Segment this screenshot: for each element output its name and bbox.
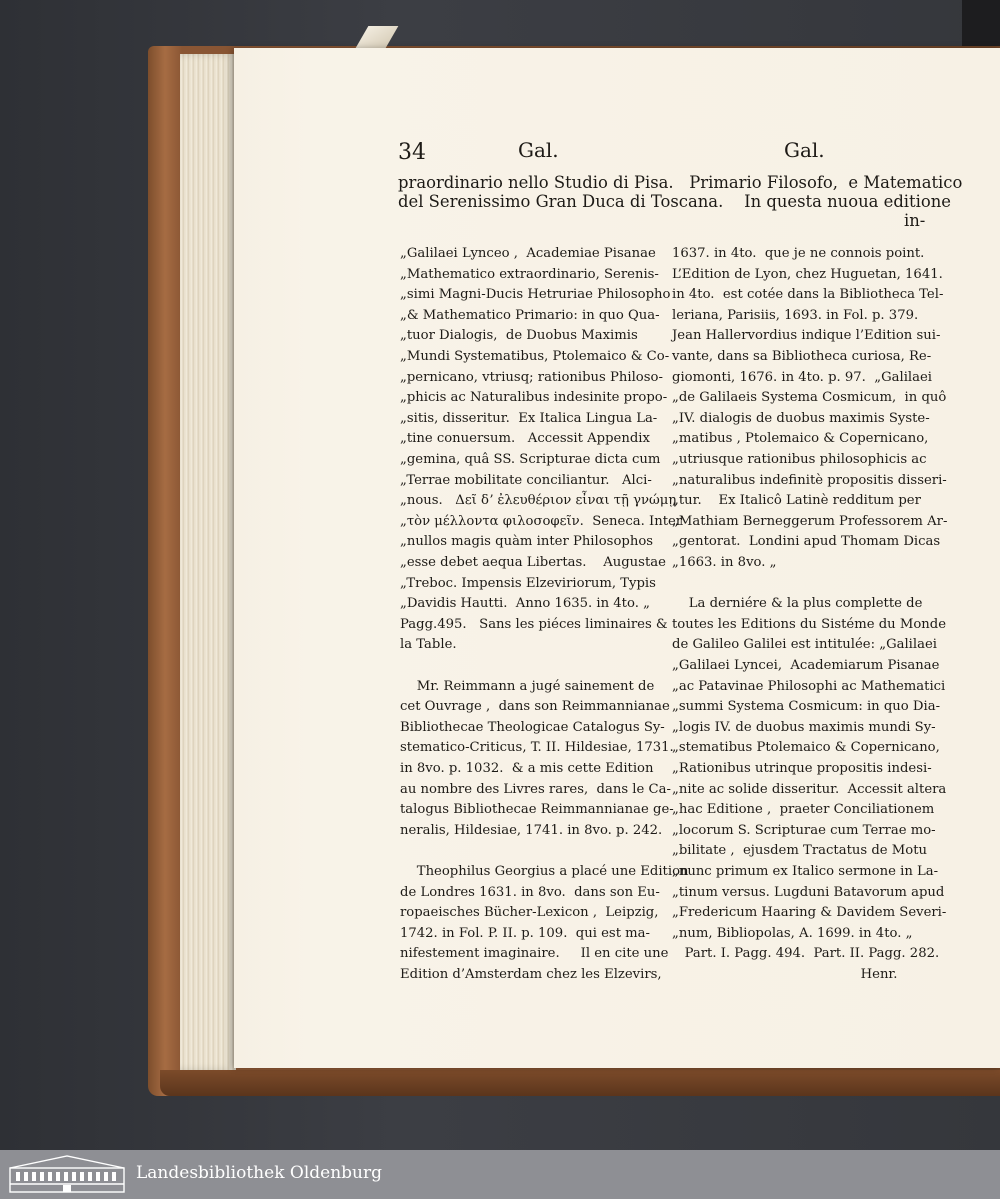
- right-column-line: „1663. in 8vo. „: [672, 555, 777, 570]
- right-column-line: L’Edition de Lyon, chez Huguetan, 1641.: [672, 266, 943, 282]
- left-column-line: „Mundi Systematibus, Ptolemaico & Co-: [400, 349, 670, 364]
- right-column-line: „logis IV. de duobus maximis mundi Sy-: [672, 719, 936, 735]
- left-column-line: „Mathematico extraordinario, Serenis-: [400, 266, 659, 282]
- right-column-line: „Fredericum Haaring & Davidem Severi-: [672, 905, 947, 921]
- right-column-line: „matibus , Ptolemaico & Copernicano,: [672, 431, 929, 447]
- left-column-line: „tuor Dialogis, de Duobus Maximis: [400, 328, 638, 344]
- right-column-line: „nunc primum ex Italico sermone in La-: [672, 864, 939, 879]
- left-column-line: „Galilaei Lynceo , Academiae Pisanae: [400, 246, 656, 261]
- right-column-line: „Mathiam Berneggerum Professorem Ar-: [672, 513, 948, 529]
- left-column-line: „simi Magni-Ducis Hetruriae Philosopho: [400, 287, 671, 303]
- page-number: 34: [398, 140, 426, 165]
- left-column-line: au nombre des Livres rares, dans le Ca-: [400, 781, 671, 797]
- right-column-line: „tur. Ex Italicô Latinè redditum per: [672, 493, 921, 509]
- left-column-line: „nullos magis quàm inter Philosophos: [400, 534, 654, 550]
- left-column-line: neralis, Hildesiae, 1741. in 8vo. p. 242.: [400, 822, 663, 838]
- lead-line-3: in-: [904, 211, 926, 230]
- page-edges: [180, 54, 236, 1070]
- left-column-line: in 8vo. p. 1032. & a mis cette Edition: [400, 761, 654, 776]
- left-column-line: „pernicano, vtriusq; rationibus Philoso-: [400, 369, 663, 385]
- left-column-line: nifestement imaginaire. Il en cite une: [400, 946, 669, 962]
- right-column-line: „locorum S. Scripturae cum Terrae mo-: [672, 822, 936, 838]
- library-building-icon: [8, 1154, 126, 1194]
- lead-line-2: del Serenissimo Gran Duca di Toscana. In questa nuoua editione: [398, 192, 952, 211]
- right-column-line: leriana, Parisiis, 1693. in Fol. p. 379.: [672, 307, 919, 323]
- left-running-head: Gal.: [518, 138, 559, 162]
- left-column-line: „Terrae mobilitate conciliantur. Alci-: [400, 472, 652, 488]
- right-column-line: La derniére & la plus complette de: [672, 596, 923, 612]
- library-name: Landesbibliothek Oldenburg: [136, 1163, 383, 1183]
- left-column-line: Mr. Reimmann a jugé sainement de: [400, 678, 655, 694]
- book-cover-bottom: [160, 1070, 1000, 1096]
- right-column-line: „de Galilaeis Systema Cosmicum, in quô: [672, 390, 947, 406]
- left-column-line: „nous. Δεῖ δʼ ἐλευθέριον εἶναι τῇ γνώμῃ: [400, 493, 677, 509]
- left-column-line: cet Ouvrage , dans son Reimmannianae: [400, 699, 670, 715]
- left-column-line: „sitis, disseritur. Ex Italica Lingua La-: [400, 410, 658, 426]
- right-column-line: „IV. dialogis de duobus maximis Syste-: [672, 410, 930, 426]
- right-column-line: „num, Bibliopolas, A. 1699. in 4to. „: [672, 925, 913, 941]
- right-column-line: de Galileo Galilei est intitulée: „Galilaei: [672, 637, 937, 653]
- lead-line-1: praordinario nello Studio di Pisa. Primario Filosofo, e Matematico: [398, 173, 963, 192]
- left-column-line: „gemina, quâ SS. Scripturae dicta cum: [400, 452, 661, 467]
- left-column-line: de Londres 1631. in 8vo. dans son Eu-: [400, 884, 660, 900]
- left-column-line: talogus Bibliothecae Reimmannianae ge-: [400, 802, 674, 818]
- left-column-line: „Treboc. Impensis Elzeviriorum, Typis: [400, 575, 656, 591]
- right-column-line: 1637. in 4to. que je ne connois point.: [672, 246, 925, 261]
- right-column-line: Henr.: [672, 967, 898, 982]
- left-column-line: Edition d’Amsterdam chez les Elzevirs,: [400, 967, 662, 982]
- left-column-line: 1742. in Fol. P. II. p. 109. qui est ma-: [400, 925, 651, 941]
- left-column-line: Pagg.495. Sans les piéces liminaires &: [400, 616, 668, 632]
- left-column-line: „τὸν μέλλοντα φιλοσοφεῖν. Seneca. Inter: [400, 513, 683, 529]
- right-column-line: giomonti, 1676. in 4to. p. 97. „Galilaei: [672, 369, 933, 385]
- right-column-line: „summi Systema Cosmicum: in quo Dia-: [672, 699, 941, 715]
- right-running-head: Gal.: [784, 138, 825, 162]
- left-column-line: Theophilus Georgius a placé une Edition: [400, 864, 689, 879]
- right-column-line: „ac Patavinae Philosophi ac Mathematici: [672, 678, 946, 694]
- left-column-line: „esse debet aequa Libertas. Augustae: [400, 555, 666, 570]
- left-column-line: la Table.: [400, 637, 457, 653]
- right-column-line: in 4to. est cotée dans la Bibliotheca Tel-: [672, 287, 944, 303]
- right-column-line: „hac Editione , praeter Conciliationem: [672, 802, 935, 818]
- right-column-line: „Galilaei Lyncei, Academiarum Pisanae: [672, 658, 940, 673]
- right-column-line: Jean Hallervordius indique l’Edition sui-: [672, 328, 941, 344]
- right-column-line: Part. I. Pagg. 494. Part. II. Pagg. 282.: [672, 946, 940, 962]
- left-column-line: stematico-Criticus, T. II. Hildesiae, 1731.: [400, 740, 674, 756]
- right-column-line: „bilitate , ejusdem Tractatus de Motu: [672, 843, 927, 859]
- right-column-line: toutes les Editions du Sistéme du Monde: [672, 616, 947, 632]
- right-column-line: „utriusque rationibus philosophicis ac: [672, 452, 927, 467]
- left-column-line: „Davidis Hautti. Anno 1635. in 4to. „: [400, 596, 650, 612]
- left-column-line: „phicis ac Naturalibus indesinite propo-: [400, 390, 668, 406]
- left-column-line: „& Mathematico Primario: in quo Qua-: [400, 307, 660, 323]
- right-column-line: „nite ac solide disseritur. Accessit altera: [672, 781, 947, 797]
- right-column-line: „gentorat. Londini apud Thomam Dicas: [672, 534, 941, 550]
- left-column-line: ropaeisches Bücher-Lexicon , Leipzig,: [400, 905, 659, 921]
- footer-bar: [0, 1150, 1000, 1199]
- right-column-line: „tinum versus. Lugduni Batavorum apud: [672, 884, 945, 900]
- right-column-line: „Rationibus utrinque propositis indesi-: [672, 761, 932, 776]
- right-column-line: vante, dans sa Bibliotheca curiosa, Re-: [672, 349, 932, 364]
- right-column-line: „stematibus Ptolemaico & Copernicano,: [672, 740, 940, 756]
- left-column-line: Bibliothecae Theologicae Catalogus Sy-: [400, 719, 665, 735]
- left-column-line: „tine conuersum. Accessit Appendix: [400, 431, 650, 447]
- right-column-line: „naturalibus indefinitè propositis disseri-: [672, 472, 947, 488]
